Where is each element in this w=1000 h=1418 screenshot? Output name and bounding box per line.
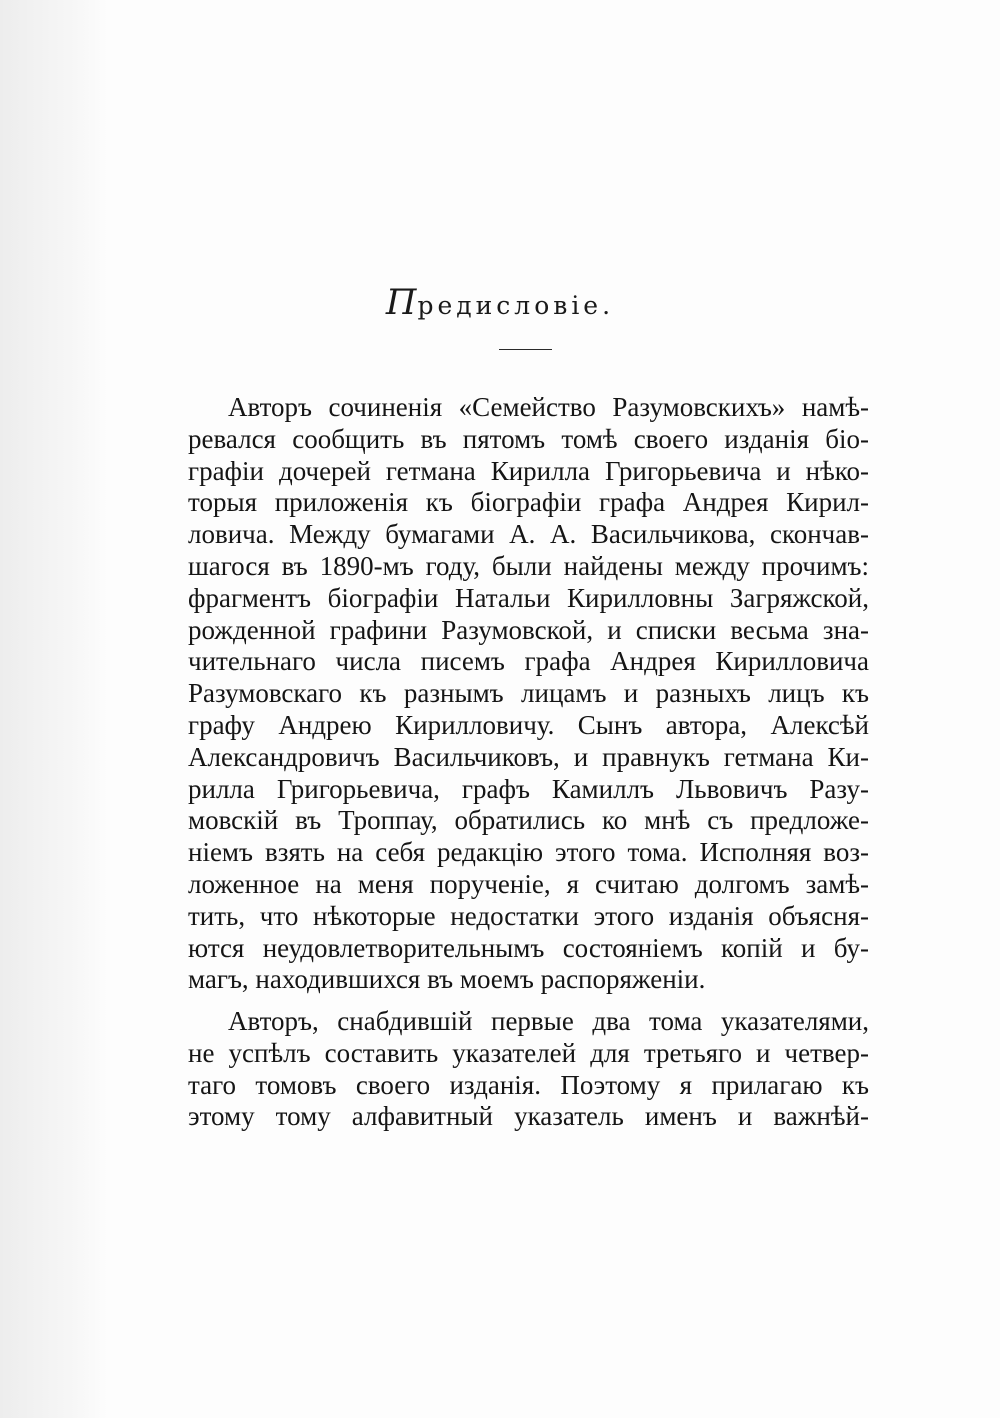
text-line: Александровичъ Васильчиковъ, и правнукъ гетмана Ки- xyxy=(188,741,869,772)
text-line: Авторъ, снабдившій первые два тома указателями, xyxy=(228,1006,869,1036)
page-title xyxy=(0,283,1000,323)
text-line: шагося въ 1890-мъ году, были найдены между прочимъ: xyxy=(188,550,869,581)
text-line: этому тому алфавитный указатель именъ и важнѣй- xyxy=(188,1101,869,1132)
paragraph-2 xyxy=(188,1006,869,1133)
title-initial: П xyxy=(385,283,418,323)
text-line: Авторъ сочиненія «Семейство Разумовскихъ» намѣ- xyxy=(228,392,869,422)
page-margin-shadow xyxy=(0,0,108,1418)
text-line: таго томовъ своего изданія. Поэтому я прилагаю къ xyxy=(188,1069,869,1100)
text-line: графу Андрею Кирилловичу. Сынъ автора, Алексѣй xyxy=(188,709,869,740)
paragraph-1 xyxy=(188,392,869,996)
text-line: рожденной графини Разумовской, и списки весьма зна- xyxy=(188,614,869,645)
text-line: не успѣлъ составить указателей для третьяго и четвер- xyxy=(188,1037,869,1068)
text-line: торыя приложенія къ біографіи графа Андрея Кирил- xyxy=(188,487,869,518)
text-line: ловича. Между бумагами А. А. Васильчикова, скончав- xyxy=(188,519,869,550)
title-rest: редисловіе. xyxy=(417,291,615,320)
text-line: ревался сообщить въ пятомъ томѣ своего изданія біо- xyxy=(188,423,869,454)
text-line: Разумовскаго къ разнымъ лицамъ и разныхъ лицъ къ xyxy=(188,678,869,709)
text-line: тить, что нѣкоторые недостатки этого изданія объясня- xyxy=(188,900,869,931)
text-line: ложенное на меня порученіе, я считаю долгомъ замѣ- xyxy=(188,868,869,899)
text-line: фрагментъ біографіи Натальи Кирилловны Загряжской, xyxy=(188,582,869,613)
text-line: мовскій въ Троппау, обратились ко мнѣ съ предложе- xyxy=(188,805,869,836)
text-line: ніемъ взять на себя редакцію этого тома. Исполняя воз- xyxy=(188,837,869,868)
title-rule xyxy=(499,349,552,350)
text-line: чительнаго числа писемъ графа Андрея Кирилловича xyxy=(188,646,869,677)
text-line: графіи дочерей гетмана Кирилла Григорьевича и нѣко- xyxy=(188,455,869,486)
text-line: магъ, находившихся въ моемъ распоряженіи. xyxy=(188,964,706,995)
text-line: рилла Григорьевича, графъ Камиллъ Львовичъ Разу- xyxy=(188,773,869,804)
text-line: ются неудовлетворительнымъ состояніемъ копій и бу- xyxy=(188,932,869,963)
